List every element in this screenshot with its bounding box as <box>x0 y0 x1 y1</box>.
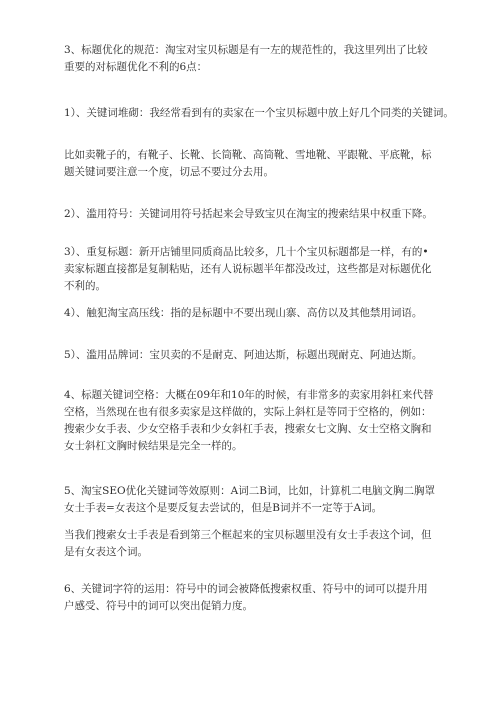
paragraph-keyword-stuffing: 1）、关键词堆砌：我经常看到有的卖家在一个宝贝标题中放上好几个同类的关键词。 <box>64 107 454 119</box>
paragraph-boots-example: 比如卖靴子的，有靴子、长靴、长筒靴、高筒靴、雪地靴、平跟靴、平底靴，标题关键词要注意一个度，切忌不要过分去用。 <box>64 149 432 178</box>
paragraph-keyword-spacing: 4、标题关键词空格：大概在09年和10年的时候，有非常多的卖家用斜杠来代替空格，当然现在也有很多卖家是这样做的，实际上斜杠是等同于空格的，例如：搜索少女手表、少女空格手表和少女斜杠手表，搜索女七文胸、女士空格文胸和女士斜杠文胸时候结果是完全一样的。 <box>64 389 434 452</box>
paragraph-title-optimization-rules: 3、标题优化的规范：淘宝对宝贝标题是有一左的规范性的，我这里列出了比较重要的对标题优化不利的6点： <box>64 44 428 73</box>
paragraph-brand-abuse: 5）、滥用品牌词：宝贝卖的不是耐克、阿迪达斯，标题出现耐克、阿迪达斯。 <box>64 349 423 361</box>
paragraph-seo-equivalence: 5、淘宝SEO优化关键词等效原则：A词二B词，比如，计算机二电脑文胸二胸罩女士手表=女表这个是要反复去尝试的，但是B词并不一定等于A词。 <box>64 485 435 514</box>
paragraph-duplicate-titles: 3）、重复标题：新开店铺里同质商品比较多，几十个宝贝标题都是一样，有的•卖家标题直接都是复制粘贴，还有人说标题半年都没改过，这些都是对标题优化不利的。 <box>64 246 432 292</box>
paragraph-forbidden-words: 4）、触犯淘宝高压线：指的是标题中不要出现山寨、高仿以及其他禁用词语。 <box>64 307 423 319</box>
paragraph-keyword-symbols: 6、关键词字符的运用：符号中的词会被降低搜索权重、符号中的词可以提升用户感受、符号中的词可以突出促销力度。 <box>64 583 428 612</box>
paragraph-symbol-abuse: 2）、滥用符号：关键词用符号括起来会导致宝贝在淘宝的搜索结果中权重下降。 <box>64 208 433 220</box>
paragraph-search-example: 当我们搜索女士手表是看到第三个框起来的宝贝标题里没有女士手表这个词，但是有女表这个词。 <box>64 529 432 558</box>
